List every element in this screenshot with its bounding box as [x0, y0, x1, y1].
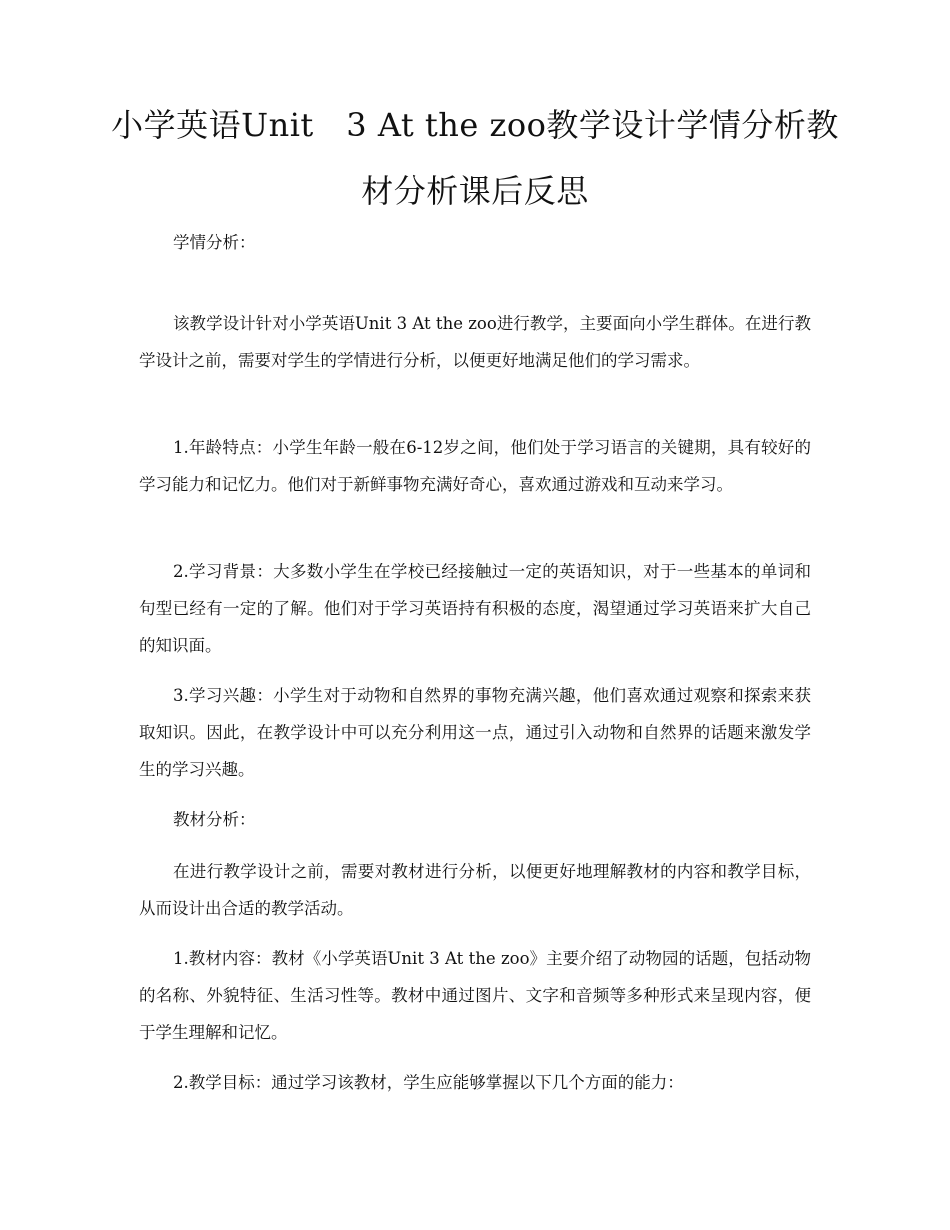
paragraph-background: 2.学习背景：大多数小学生在学校已经接触过一定的英语知识，对于一些基本的单词和句型已经有一定的了解。他们对于学习英语持有积极的态度，渴望通过学习英语来扩大自己的知识面。 [139, 562, 811, 655]
paragraph-material-intro: 在进行教学设计之前，需要对教材进行分析，以便更好地理解教材的内容和教学目标，从而设计出合适的教学活动。 [139, 862, 811, 918]
section-heading-material-analysis: 教材分析： [173, 810, 256, 829]
paragraph-intro: 该教学设计针对小学英语Unit 3 At the zoo进行教学，主要面向小学生群体。在进行教学设计之前，需要对学生的学情进行分析，以便更好地满足他们的学习需求。 [139, 314, 811, 370]
paragraph-interest: 3.学习兴趣：小学生对于动物和自然界的事物充满兴趣，他们喜欢通过观察和探索来获取知识。因此，在教学设计中可以充分利用这一点，通过引入动物和自然界的话题来激发学生的学习兴趣。 [139, 686, 811, 779]
document-title: 小学英语Unit 3 At the zoo教学设计学情分析教材分析课后反思 [111, 106, 839, 210]
paragraph-age: 1.年龄特点：小学生年龄一般在6-12岁之间，他们处于学习语言的关键期，具有较好的学习能力和记忆力。他们对于新鲜事物充满好奇心，喜欢通过游戏和互动来学习。 [139, 438, 811, 494]
paragraph-teaching-goals: 2.教学目标：通过学习该教材，学生应能够掌握以下几个方面的能力： [173, 1073, 684, 1092]
paragraph-material-content: 1.教材内容：教材《小学英语Unit 3 At the zoo》主要介绍了动物园的话题，包括动物的名称、外貌特征、生活习性等。教材中通过图片、文字和音频等多种形式来呈现内容，便于学生理解和记忆。 [139, 949, 811, 1042]
section-heading-learner-analysis: 学情分析： [173, 233, 256, 252]
